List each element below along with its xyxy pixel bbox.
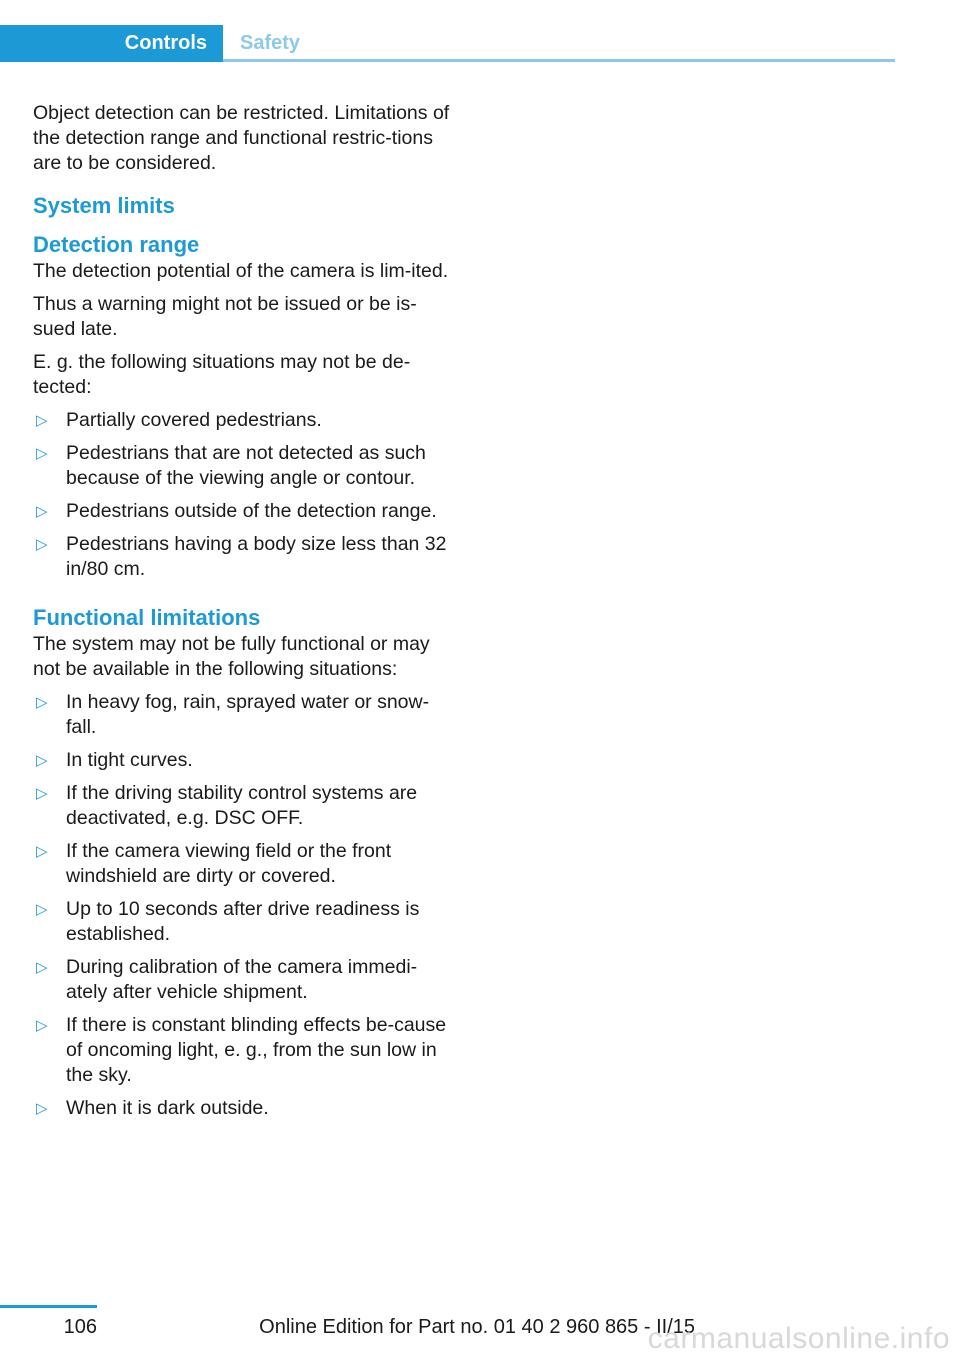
triangle-right-icon: ▷: [36, 503, 48, 520]
detection-range-heading: Detection range: [33, 232, 200, 257]
list-item: [33, 408, 453, 441]
triangle-right-icon: ▷: [36, 1100, 48, 1117]
triangle-right-icon: ▷: [36, 694, 48, 711]
list-item-text: Pedestrians that are not detected as such because of the viewing angle or contour.: [66, 442, 426, 489]
list-item-text: In tight curves.: [66, 749, 193, 771]
list-item: [33, 1096, 453, 1129]
triangle-right-icon: ▷: [36, 445, 48, 462]
detection-paragraph-2: Thus a warning might not be issued or be is-sued late.: [33, 293, 417, 340]
list-item-text: During calibration of the camera immedi-ately after vehicle shipment.: [66, 956, 418, 1003]
list-item-text: Up to 10 seconds after drive readiness is established.: [66, 898, 420, 945]
functional-limitations-heading: Functional limitations: [33, 605, 261, 630]
tab-safety[interactable]: Safety: [240, 32, 301, 54]
section-title: System limits: [33, 193, 175, 218]
list-item: [33, 499, 453, 532]
tab-controls[interactable]: Controls: [0, 25, 223, 62]
list-item: [33, 897, 453, 955]
list-item-text: If there is constant blinding effects be-cause of oncoming light, e. g., from the sun low in the sky.: [66, 1014, 447, 1086]
list-item-text: Pedestrians outside of the detection range.: [66, 500, 437, 522]
triangle-right-icon: ▷: [36, 752, 48, 769]
triangle-right-icon: ▷: [36, 536, 48, 553]
list-item-text: If the camera viewing field or the front windshield are dirty or covered.: [66, 840, 392, 887]
page-number: 106: [63, 1316, 97, 1338]
detection-list: [33, 408, 453, 590]
detection-paragraph-1: The detection potential of the camera is lim-ited.: [33, 260, 449, 282]
list-item-text: If the driving stability control systems are deactivated, e.g. DSC OFF.: [66, 782, 418, 829]
triangle-right-icon: ▷: [36, 785, 48, 802]
header-bar: [0, 0, 895, 62]
edition-text: Online Edition for Part no. 01 40 2 960 865 - II/15: [259, 1316, 695, 1338]
list-item: [33, 1013, 453, 1096]
watermark: carmanualsonline.info: [647, 1322, 950, 1355]
triangle-right-icon: ▷: [36, 843, 48, 860]
list-item: [33, 441, 453, 499]
detection-paragraph-3: E. g. the following situations may not be de-tected:: [33, 351, 411, 398]
list-item-text: When it is dark outside.: [66, 1097, 269, 1119]
list-item: [33, 781, 453, 839]
list-item: [33, 839, 453, 897]
footer-divider: [0, 1305, 97, 1308]
functional-paragraph: The system may not be fully functional or may not be available in the following situations:: [33, 633, 430, 680]
triangle-right-icon: ▷: [36, 1017, 48, 1034]
list-item-text: Pedestrians having a body size less than 32 in/80 cm.: [66, 533, 447, 580]
main-content: [33, 101, 453, 1129]
list-item-text: Partially covered pedestrians.: [66, 409, 322, 431]
list-item: [33, 955, 453, 1013]
header-divider: [223, 59, 895, 62]
triangle-right-icon: ▷: [36, 412, 48, 429]
intro-paragraph: Object detection can be restricted. Limitations of the detection range and functional restric-tions are to be considered.: [33, 102, 450, 174]
list-item-text: In heavy fog, rain, sprayed water or snow-fall.: [66, 691, 430, 738]
list-item: [33, 690, 453, 748]
list-item: [33, 748, 453, 781]
list-item: [33, 532, 453, 590]
triangle-right-icon: ▷: [36, 959, 48, 976]
triangle-right-icon: ▷: [36, 901, 48, 918]
functional-list: [33, 690, 453, 1129]
